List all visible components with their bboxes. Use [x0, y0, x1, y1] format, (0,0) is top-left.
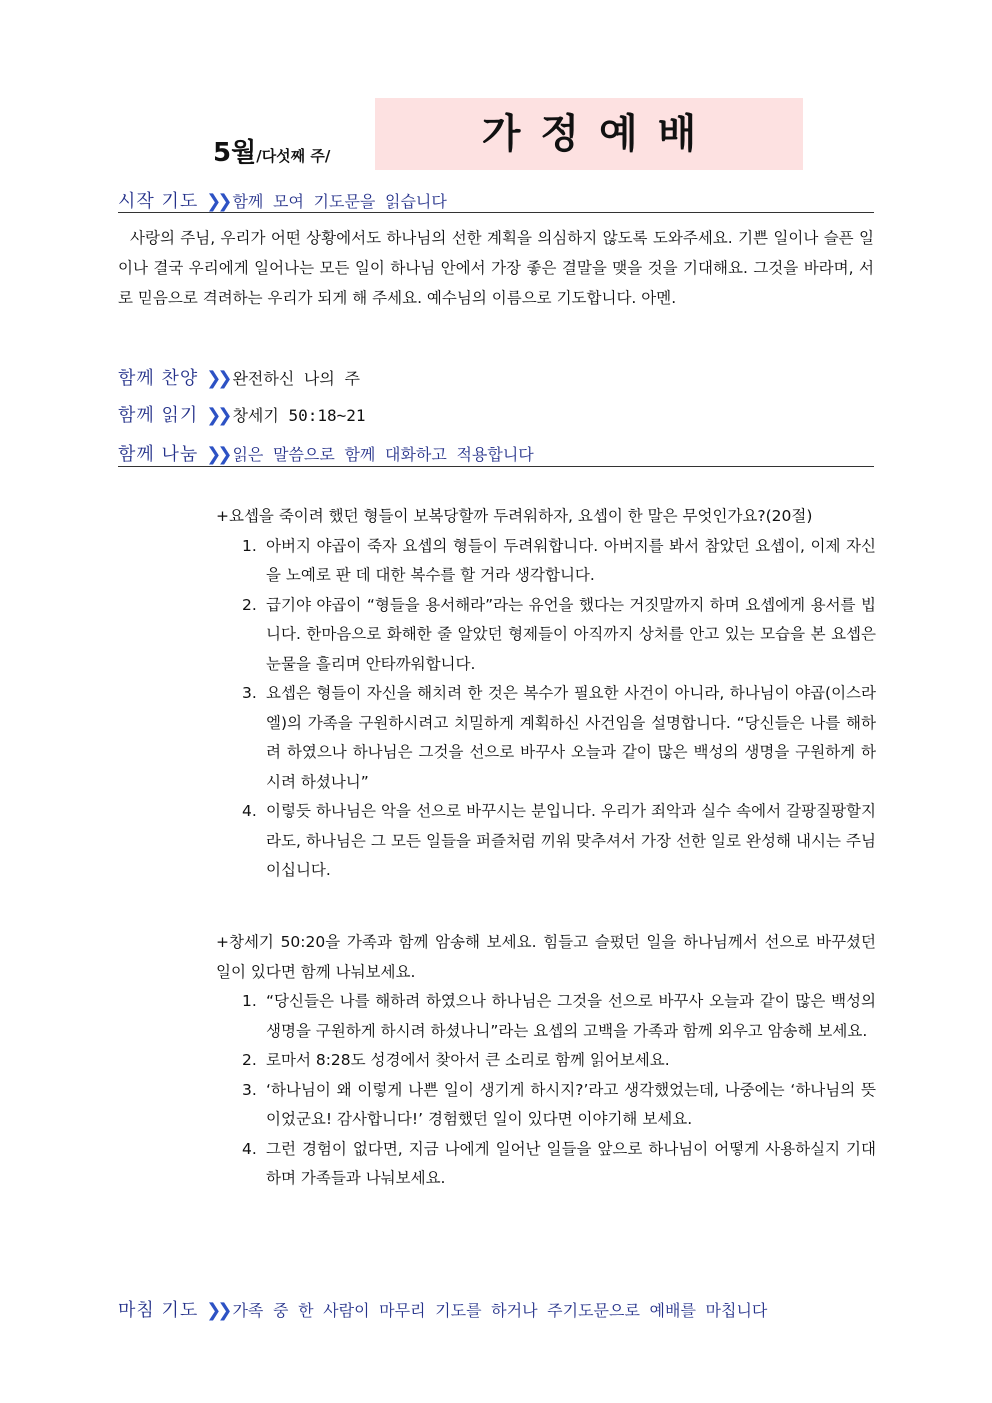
section-label: 마침 기도	[118, 1300, 199, 1321]
double-chevron-icon: ❯❯	[206, 368, 229, 389]
title-banner	[375, 98, 803, 170]
divider	[118, 466, 874, 467]
week-text: /다섯째 주/	[256, 147, 331, 165]
section-praise	[118, 364, 360, 390]
answer-list	[216, 987, 876, 1194]
section-subtitle: 가족 중 한 사람이 마무리 기도를 하거나 주기도문으로 예배를 마칩니다	[232, 1301, 768, 1320]
double-chevron-icon: ❯❯	[206, 405, 229, 426]
hymn-title: 완전하신 나의 주	[232, 369, 360, 388]
list-item: 4. 이렇듯 하나님은 악을 선으로 바꾸시는 분입니다. 우리가 죄악과 실수 속에서 갈팡질팡할지라도, 하나님은 그 모든 일들을 퍼즐처럼 끼워 맞추셔서 가장 선한 일로 완성해 내시는 주님이십니다.	[242, 802, 876, 879]
scripture-reference: 창세기 50:18~21	[232, 406, 366, 425]
section-sharing	[118, 440, 534, 466]
date-label	[213, 132, 330, 169]
double-chevron-icon: ❯❯	[206, 444, 229, 465]
divider	[118, 212, 874, 213]
opening-prayer-text: 사랑의 주님, 우리가 어떤 상황에서도 하나님의 선한 계획을 의심하지 않도록 도와주세요. 기쁜 일이나 슬픈 일이나 결국 우리에게 일어나는 모든 일이 하나님 안에서 가장 좋은 결말을 맺을 것을 기대해요. 그것을 바라며, 서로 믿음으로 격려하는 우리가 되게 해 주세요. 예수님의 이름으로 기도합니다. 아멘.	[118, 229, 874, 307]
list-item: 3. 요셉은 형들이 자신을 해치려 한 것은 복수가 필요한 사건이 아니라, 하나님이 야곱(이스라엘)의 가족을 구원하시려고 치밀하게 계획하신 사건임을 설명합니다. “당신들은 나를 해하려 하였으나 하나님은 그것을 선으로 바꾸사 오늘과 같이 많은 백성의 생명을 구원하게 하시려 하셨나니”	[242, 684, 876, 791]
section-subtitle: 함께 모여 기도문을 읽습니다	[232, 192, 447, 211]
question-block-2	[216, 928, 876, 1194]
section-opening-prayer	[118, 187, 447, 213]
answer-list	[216, 532, 876, 886]
page-title: 가정예배	[481, 111, 717, 157]
section-reading	[118, 401, 366, 427]
list-item: 1. 아버지 야곱이 죽자 요셉의 형들이 두려워합니다. 아버지를 봐서 참았던 요셉이, 이제 자신을 노예로 판 데 대한 복수를 할 거라 생각합니다.	[242, 536, 876, 584]
double-chevron-icon: ❯❯	[206, 1300, 229, 1321]
section-label: 함께 찬양	[118, 368, 199, 389]
question-text: +창세기 50:20을 가족과 함께 암송해 보세요. 힘들고 슬펐던 일을 하나님께서 선으로 바꾸셨던 일이 있다면 함께 나눠보세요.	[216, 933, 876, 981]
section-subtitle: 읽은 말씀으로 함께 대화하고 적용합니다	[232, 445, 534, 464]
question-text: +요셉을 죽이려 했던 형들이 보복당할까 두려워하자, 요셉이 한 말은 무엇인가요?(20절)	[216, 507, 813, 525]
list-item: 2. 로마서 8:28도 성경에서 찾아서 큰 소리로 함께 읽어보세요.	[242, 1051, 670, 1069]
question-block-1	[216, 502, 876, 886]
list-item: 1. “당신들은 나를 해하려 하였으나 하나님은 그것을 선으로 바꾸사 오늘과 같이 많은 백성의 생명을 구원하게 하시려 하셨나니”라는 요셉의 고백을 가족과 함께 외우고 암송해 보세요.	[242, 992, 876, 1040]
section-closing-prayer	[118, 1296, 767, 1322]
list-item: 3. ‘하나님이 왜 이렇게 나쁜 일이 생기게 하시지?’라고 생각했었는데, 나중에는 ‘하나님의 뜻이었군요! 감사합니다!’ 경험했던 일이 있다면 이야기해 보세요.	[242, 1080, 876, 1128]
section-label: 함께 읽기	[118, 405, 199, 426]
list-item: 2. 급기야 야곱이 “형들을 용서해라”라는 유언을 했다는 거짓말까지 하며 요셉에게 용서를 빕니다. 한마음으로 화해한 줄 알았던 형제들이 아직까지 상처를 안고 있는 모습을 본 요셉은 눈물을 흘리며 안타까워합니다.	[242, 595, 876, 673]
section-label: 함께 나눔	[118, 444, 199, 465]
section-label: 시작 기도	[118, 191, 199, 212]
list-item: 4. 그런 경험이 없다면, 지금 나에게 일어난 일들을 앞으로 하나님이 어떻게 사용하실지 기대하며 가족들과 나눠보세요.	[242, 1139, 876, 1187]
double-chevron-icon: ❯❯	[206, 191, 229, 212]
month-text: 5월	[213, 138, 257, 168]
